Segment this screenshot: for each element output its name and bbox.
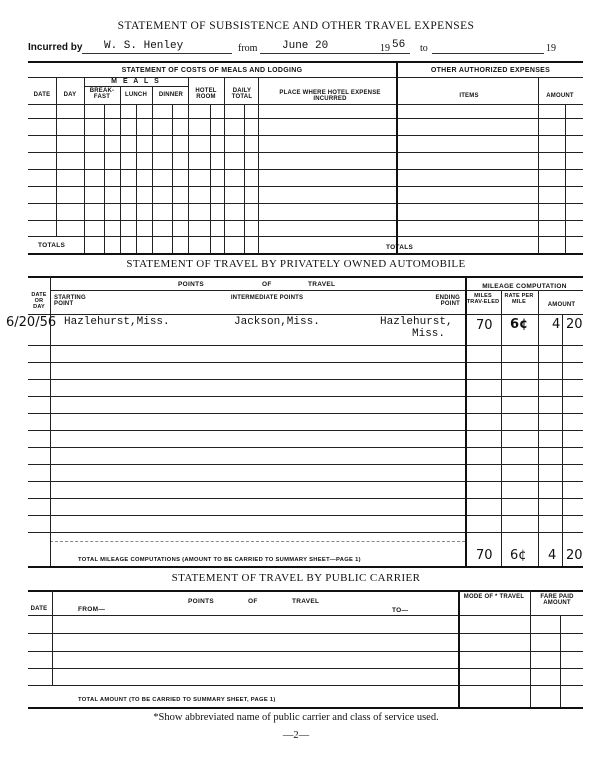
year2-prefix: 19 (546, 43, 556, 54)
col-amount: AMOUNT (546, 93, 574, 99)
auto-col-intermediate: INTERMEDIATE POINTS (230, 295, 304, 301)
public-travel-label: TRAVEL (292, 598, 320, 605)
auto-col-start: STARTING POINT (54, 295, 86, 307)
total-amount-cents: 20 (566, 548, 583, 563)
footnote: *Show abbreviated name of public carrier and class of service used. (153, 712, 439, 723)
auto-total-label: TOTAL MILEAGE COMPUTATIONS (AMOUNT TO BE CARRIED TO SUMMARY SHEET—PAGE 1) (78, 557, 361, 563)
entry-miles: 70 (476, 318, 493, 333)
entry-end-line1: Hazlehurst, (380, 316, 453, 328)
meals-group-label: M E A L S (111, 78, 161, 85)
auto-of-label: OF (262, 281, 272, 288)
to-label: to (420, 43, 428, 54)
from-label: from (238, 43, 258, 54)
total-miles: 70 (476, 548, 493, 563)
col-date: DATE (33, 92, 51, 98)
mileage-computation-label: MILEAGE COMPUTATION (482, 283, 567, 290)
auto-col-rate: RATE PER MILE (504, 293, 534, 305)
other-expenses-title: OTHER AUTHORIZED EXPENSES (430, 67, 551, 74)
col-place: PLACE WHERE HOTEL EXPENSE INCURRED (279, 90, 381, 102)
other-totals-label: TOTALS (386, 244, 414, 251)
public-to-label: TO— (392, 607, 409, 614)
public-points-label: POINTS (188, 598, 214, 605)
meals-totals-label: TOTALS (38, 242, 66, 249)
traveler-name: W. S. Henley (104, 40, 184, 52)
to-underline (432, 53, 544, 54)
public-from-label: FROM— (78, 606, 106, 613)
year-prefix: 19 (380, 43, 390, 54)
entry-rate: 6¢ (510, 317, 529, 332)
col-hotel-room: HOTEL ROOM (195, 88, 217, 100)
auto-col-miles: MILES TRAV-ELED (466, 293, 500, 305)
col-lunch: LUNCH (125, 92, 147, 98)
col-items: ITEMS (459, 93, 479, 99)
page-number: —2— (282, 730, 310, 741)
col-dinner: DINNER (158, 92, 184, 98)
public-col-mode: MODE OF * TRAVEL (463, 594, 525, 600)
from-date: June 20 (282, 40, 329, 52)
public-col-fare: FARE PAID AMOUNT (540, 594, 574, 606)
entry-start: Hazlehurst,Miss. (64, 316, 170, 328)
meals-section-title: STATEMENT OF COSTS OF MEALS AND LODGING (121, 67, 303, 74)
entry-amount-dollars: 4 (552, 317, 561, 332)
page-title: STATEMENT OF SUBSISTENCE AND OTHER TRAVEL EXPENSES (117, 20, 475, 32)
entry-amount-cents: 20 (566, 317, 583, 332)
public-total-label: TOTAL AMOUNT (TO BE CARRIED TO SUMMARY SHEET, PAGE 1) (78, 697, 276, 703)
total-rate: 6¢ (510, 548, 527, 563)
entry-date: 6/20/56 (6, 315, 57, 330)
auto-points-label: POINTS (178, 281, 204, 288)
auto-travel-label: TRAVEL (308, 281, 336, 288)
public-of-label: OF (248, 598, 258, 605)
from-underline (260, 53, 410, 54)
name-underline (82, 53, 232, 54)
year-suffix: 56 (392, 39, 406, 51)
col-daily-total: DAILY TOTAL (231, 88, 253, 100)
auto-title: STATEMENT OF TRAVEL BY PRIVATELY OWNED AUTOMOBILE (126, 258, 466, 270)
public-col-date: DATE (30, 606, 48, 612)
auto-col-end: ENDING POINT (435, 295, 460, 307)
public-title: STATEMENT OF TRAVEL BY PUBLIC CARRIER (171, 572, 421, 584)
entry-intermediate: Jackson,Miss. (234, 316, 320, 328)
col-breakfast: BREAK-FAST (89, 88, 115, 100)
incurred-by-label: Incurred by (28, 42, 83, 53)
entry-end-line2: Miss. (412, 328, 446, 340)
total-amount-dollars: 4 (548, 548, 557, 563)
auto-col-date: DATE OR DAY (31, 292, 47, 310)
auto-col-amount: AMOUNT (547, 302, 576, 308)
col-day: DAY (63, 92, 77, 98)
